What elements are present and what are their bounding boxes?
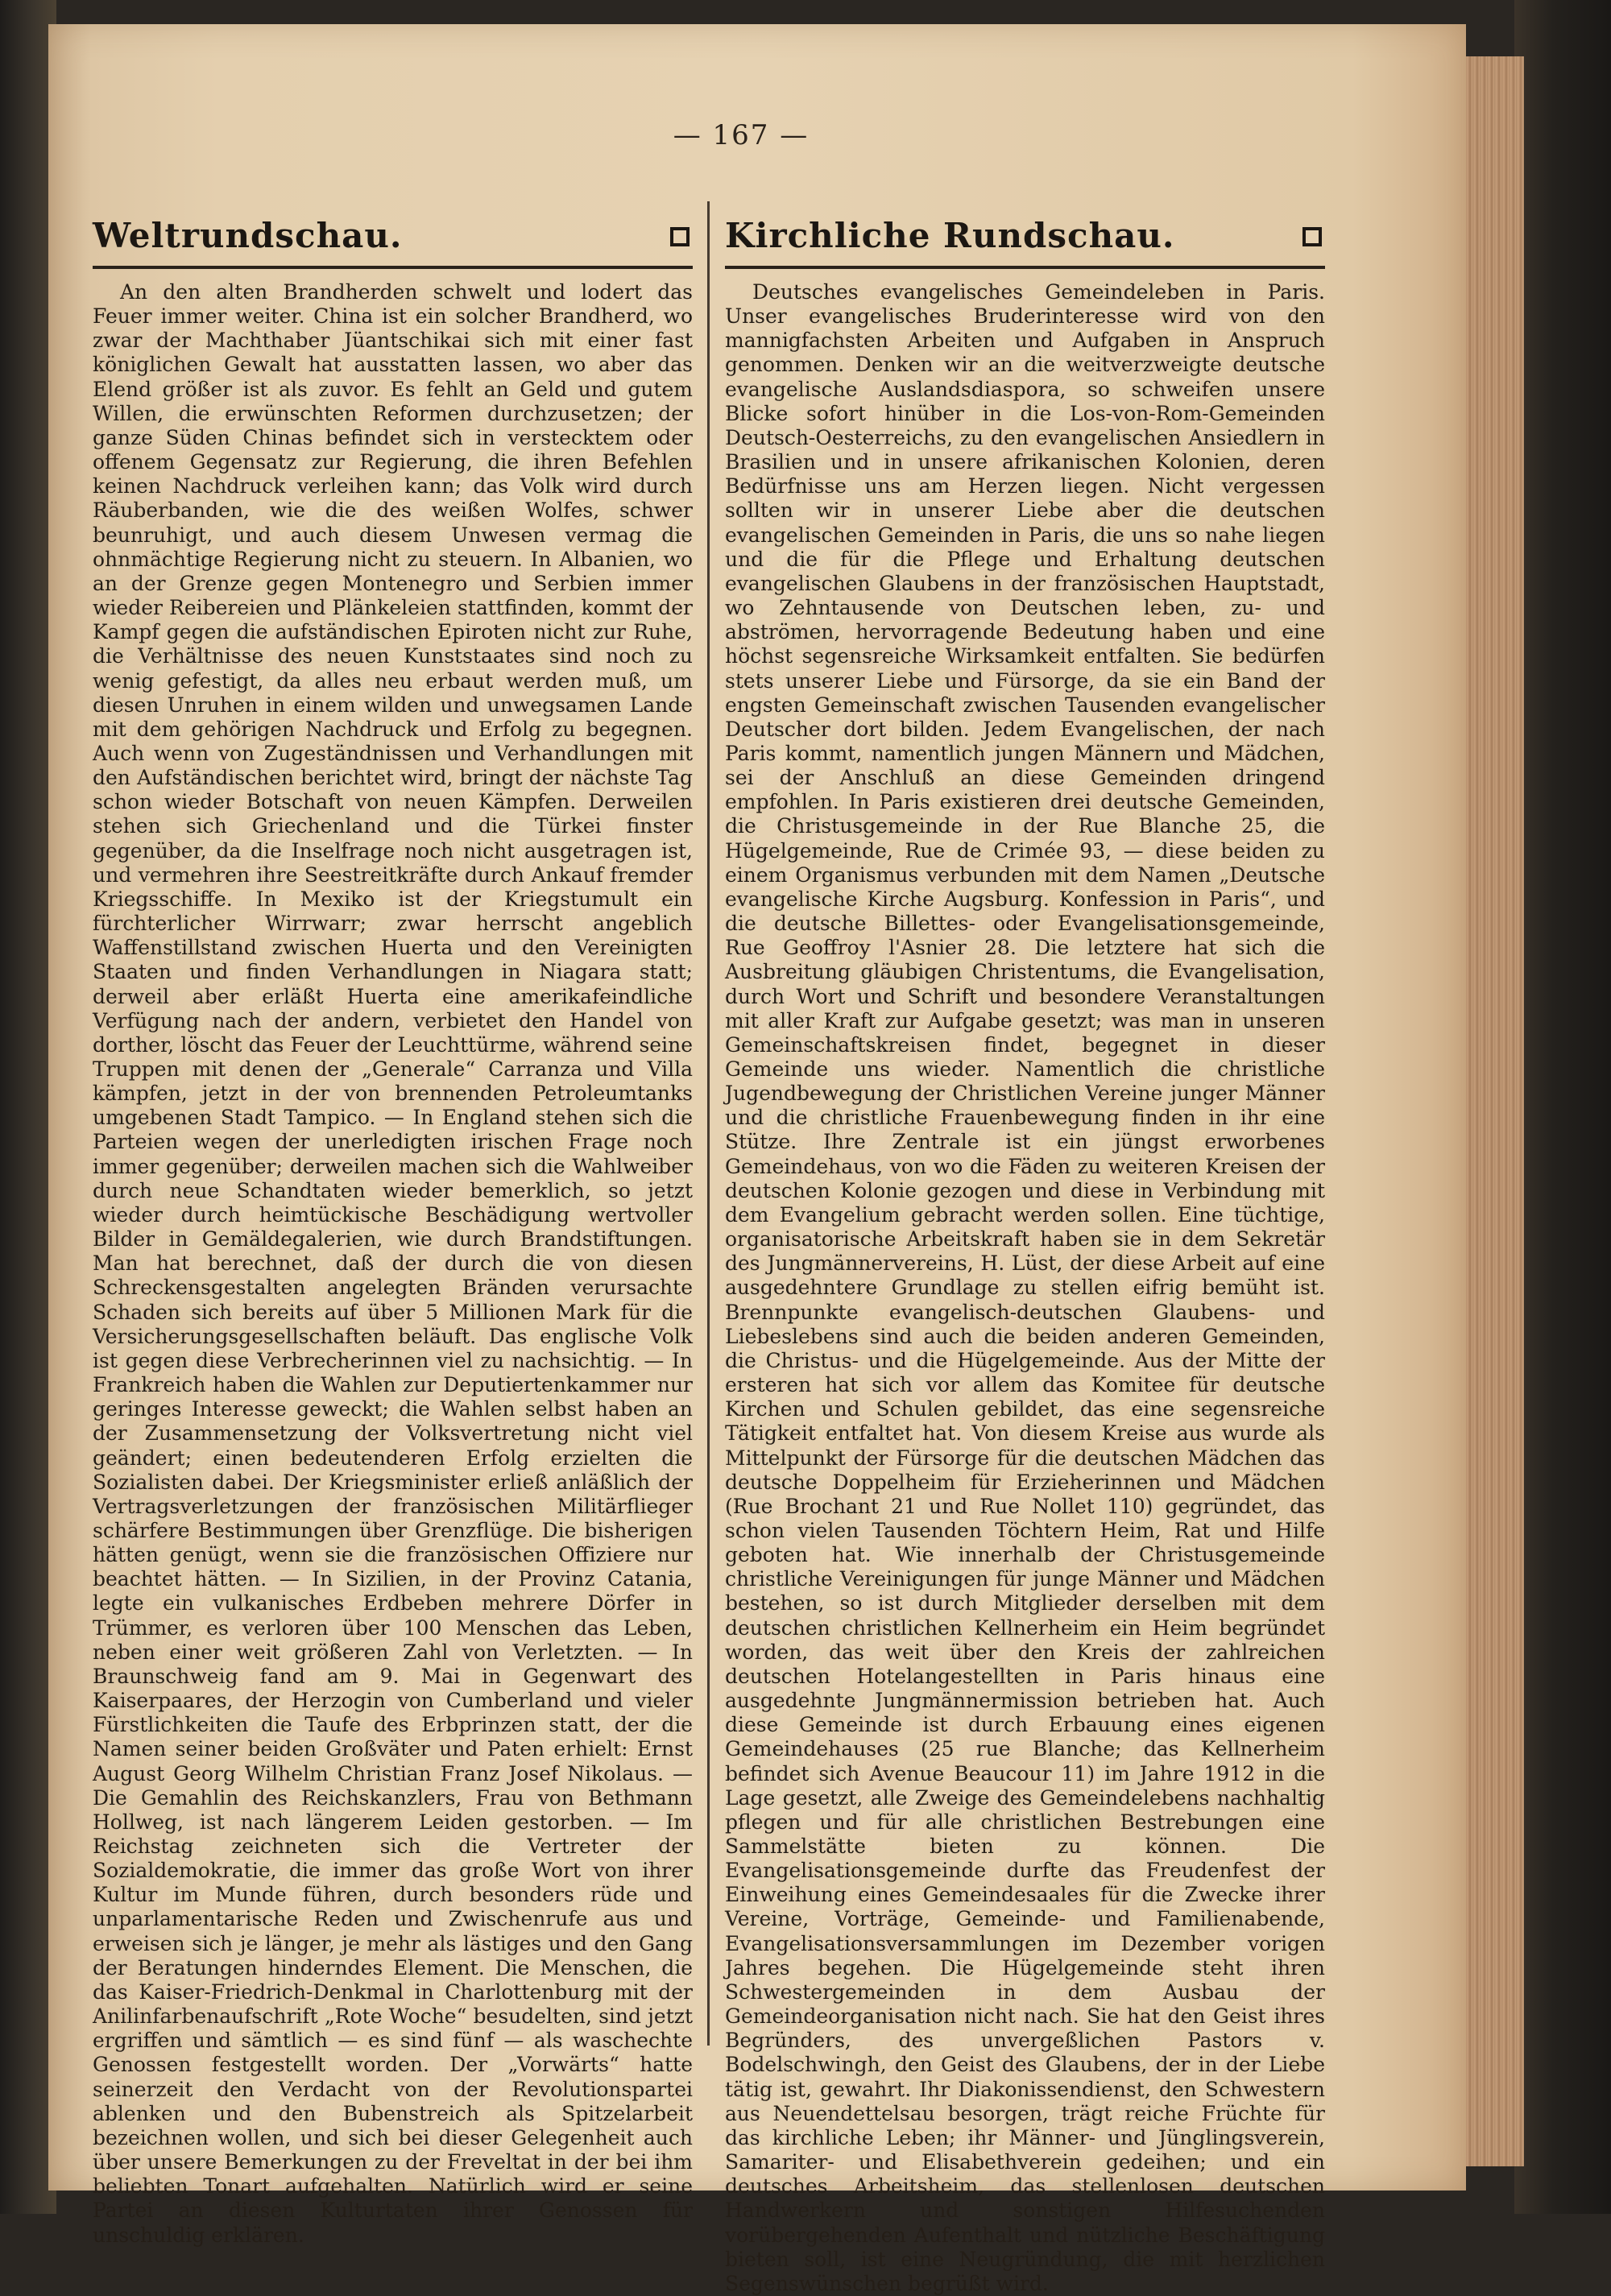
left-heading-row xyxy=(93,211,693,261)
right-heading: Kirchliche Rundschau. xyxy=(725,216,1175,255)
right-column xyxy=(725,211,1325,2295)
square-mark-icon xyxy=(670,227,690,246)
right-article-text xyxy=(725,280,1325,2295)
right-paragraph: Deutsches evangelisches Gemeindeleben in Paris. Unser evangelisches Bruderinteresse wird von den mannigfachsten Arbeiten und Aufgaben in Anspruch genommen. Denken wir an die weitverzweigte deutsche evangelische Auslandsdiaspora, so schweifen unsere Blicke sofort hinüber in die Los-von-Rom-Gemeinden Deutsch-Oesterreichs, zu den evangelischen Ansiedlern in Brasilien und in unsere afrikanischen Kolonien, deren Bedürfnisse uns am Herzen liegen. Nicht vergessen sollten wir in unserer Liebe aber die deutschen evangelischen Gemeinden in Paris, die uns so nahe liegen und die für die Pflege und Erhaltung deutschen evangelischen Glaubens in der französischen Hauptstadt, wo Zehntausende von Deutschen leben, zu- und abströmen, hervorragende Bedeutung haben und eine höchst segensreiche Wirksamkeit entfalten. Sie bedürfen stets unserer Liebe und Fürsorge, da sie ein Band der engsten Gemeinschaft zwischen Tausenden evangelischer Deutscher dort bilden. Jedem Evangelischen, der nach Paris kommt, namentlich jungen Männern und Mädchen, sei der Anschluß an diese Gemeinden dringend empfohlen. In Paris existieren drei deutsche Gemeinden, die Christusgemeinde in der Rue Blanche 25, die Hügelgemeinde, Rue de Crimée 93, — diese beiden zu einem Organismus verbunden mit dem Namen „Deutsche evangelische Kirche Augsburg. Konfession in Paris“, und die deutsche Billettes- oder Evangelisationsgemeinde, Rue Geoffroy l'Asnier 28. Die letztere hat sich die Ausbreitung gläubigen Christentums, die Evangelisation, durch Wort und Schrift und besondere Veranstaltungen mit aller Kraft zur Aufgabe gesetzt; was man in unseren Gemeinschaftskreisen findet, begegnet in dieser Gemeinde uns wieder. Namentlich die christliche Jugendbewegung der Christlichen Vereine junger Männer und die christliche Frauenbewegung finden in ihr eine Stütze. Ihre Zentrale ist ein jüngst erworbenes Gemeindehaus, von wo die Fäden zu weiteren Kreisen der deutschen Kolonie gezogen und diese in Verbindung mit dem Evangelium gebracht werden sollen. Eine tüchtige, organisatorische Arbeitskraft haben sie in dem Sekretär des Jungmännervereins, H. Lüst, der diese Arbeit auf eine ausgedehntere Grundlage zu stellen eifrig bemüht ist. Brennpunkte evangelisch-deutschen Glaubens- und Liebeslebens sind auch die beiden anderen Gemeinden, die Christus- und die Hügelgemeinde. Aus der Mitte der ersteren hat sich vor allem das Komitee für deutsche Kirchen und Schulen gebildet, das eine segensreiche Tätigkeit entfaltet hat. Von diesem Kreise aus wurde als Mittelpunkt der Fürsorge für die deutschen Mädchen das deutsche Doppelheim für Erzieherinnen und Mädchen (Rue Brochant 21 und Rue Nollet 110) gegründet, das schon vielen Tausenden Töchtern Heim, Rat und Hilfe geboten hat. Wie innerhalb der Christusgemeinde christliche Vereinigungen für junge Männer und Mädchen bestehen, so ist durch Mitglieder derselben mit dem deutschen christlichen Kellnerheim ein Heim begründet worden, das weit über den Kreis der zahlreichen deutschen Hotelangestellten in Paris hinaus eine ausgedehnte Jungmännermission betrieben hat. Auch diese Gemeinde ist durch Erbauung eines eigenen Gemeindehauses (25 rue Blanche; das Kellnerheim befindet sich Avenue Beaucour 11) im Jahre 1912 in die Lage gesetzt, alle Zweige des Gemeindelebens nachhaltig pflegen und für alle christlichen Bestrebungen eine Sammelstätte bieten zu können. Die Evangelisationsgemeinde durfte das Freudenfest der Einweihung eines Gemeindesaales für die Zwecke ihrer Vereine, Vorträge, Gemeinde- und Familienabende, Evangelisationsversammlungen im Dezember vorigen Jahres begehen. Die Hügelgemeinde steht ihren Schwestergemeinden in dem Ausbau der Gemeindeorganisation nicht nach. Sie hat den Geist ihres Begründers, des unvergeßlichen Pastors v. Bodelschwingh, den Geist des Glaubens, der in der Liebe tätig ist, gewahrt. Ihr Diakonissendienst, den Schwestern aus Neuendettelsau besorgen, trägt reiche Früchte für das kirchliche Leben; ihr Männer- und Jünglingsverein, Samariter- und Elisabethverein gedeihen; und ein deutsches Arbeitsheim, das stellenlosen deutschen Handwerkern und sonstigen Hilfesuchenden vorübergehenden Aufenthalt und nützliche Beschäftigung bieten soll, ist eine Neugründung, die mit herzlichen Segenswünschen begrüßt wird. xyxy=(725,280,1325,2295)
page-number: — 167 — xyxy=(673,119,810,151)
left-heading-rule xyxy=(93,266,693,269)
right-heading-row xyxy=(725,211,1325,261)
right-heading-rule xyxy=(725,266,1325,269)
square-mark-icon xyxy=(1302,227,1322,246)
left-heading: Weltrundschau. xyxy=(93,216,403,255)
book-cover-right xyxy=(1514,0,1611,2214)
left-article-text xyxy=(93,280,693,2247)
column-divider xyxy=(707,201,710,2046)
left-paragraph: An den alten Brandherden schwelt und lodert das Feuer immer weiter. China ist ein solcher Brandherd, wo zwar der Machthaber Jüantschikai sich mit einer fast königlichen Gewalt hat ausstatten lassen, wo aber das Elend größer ist als zuvor. Es fehlt an Geld und gutem Willen, die erwünschten Reformen durchzusetzen; der ganze Süden Chinas befindet sich in verstecktem oder offenem Gegensatz zur Regierung, die ihren Befehlen keinen Nachdruck verleihen kann; das Volk wird durch Räuberbanden, wie die des weißen Wolfes, schwer beunruhigt, und auch diesem Unwesen vermag die ohnmächtige Regierung nicht zu steuern. In Albanien, wo an der Grenze gegen Montenegro und Serbien immer wieder Reibereien und Plänkeleien stattfinden, kommt der Kampf gegen die aufständischen Epiroten nicht zur Ruhe, die Verhältnisse des neuen Kunststaates sind noch zu wenig gefestigt, da alles neu erbaut werden muß, um diesen Unruhen in einem wilden und unwegsamen Lande mit dem gehörigen Nachdruck und Erfolg zu begegnen. Auch wenn von Zugeständnissen und Verhandlungen mit den Aufständischen berichtet wird, bringt der nächste Tag schon wieder Botschaft von neuen Kämpfen. Derweilen stehen sich Griechenland und die Türkei finster gegenüber, da die Inselfrage noch nicht ausgetragen ist, und vermehren ihre Seestreitkräfte durch Ankauf fremder Kriegsschiffe. In Mexiko ist der Kriegstumult ein fürchterlicher Wirrwarr; zwar herrscht angeblich Waffenstillstand zwischen Huerta und den Vereinigten Staaten und finden Verhandlungen in Niagara statt; derweil aber erläßt Huerta eine amerikafeindliche Verfügung nach der andern, verbietet den Handel von dorther, löscht das Feuer der Leuchttürme, während seine Truppen mit denen der „Generale“ Carranza und Villa kämpfen, jetzt in der von brennenden Petroleumtanks umgebenen Stadt Tampico. — In England stehen sich die Parteien wegen der unerledigten irischen Frage noch immer gegenüber; derweilen machen sich die Wahlweiber durch neue Schandtaten wieder bemerklich, so jetzt wieder durch heimtückische Beschädigung wertvoller Bilder in Gemäldegalerien, wie durch Brandstiftungen. Man hat berechnet, daß der durch die von diesen Schreckensgestalten angelegten Bränden verursachte Schaden sich bereits auf über 5 Millionen Mark für die Versicherungsgesellschaften beläuft. Das englische Volk ist gegen diese Verbrecherinnen viel zu nachsichtig. — In Frankreich haben die Wahlen zur Deputiertenkammer nur geringes Interesse geweckt; die Wahlen selbst haben an der Zusammensetzung der Volksvertretung nicht viel geändert; einen bedeutenderen Erfolg erzielten die Sozialisten dabei. Der Kriegsminister erließ anläßlich der Vertragsverletzungen der französischen Militärflieger schärfere Bestimmungen über Grenzflüge. Die bisherigen hätten genügt, wenn sie die französischen Offiziere nur beachtet hätten. — In Sizilien, in der Provinz Catania, legte ein vulkanisches Erdbeben mehrere Dörfer in Trümmer, es verloren über 100 Menschen das Leben, neben einer weit größeren Zahl von Verletzten. — In Braunschweig fand am 9. Mai in Gegenwart des Kaiserpaares, der Herzogin von Cumberland und vieler Fürstlichkeiten die Taufe des Erbprinzen statt, der die Namen seiner beiden Großväter und Paten erhielt: Ernst August Georg Wilhelm Christian Franz Josef Nikolaus. — Die Gemahlin des Reichskanzlers, Frau von Bethmann Hollweg, ist nach längerem Leiden gestorben. — Im Reichstag zeichneten sich die Vertreter der Sozialdemokratie, die immer das große Wort von ihrer Kultur im Munde führen, durch besonders rüde und unparlamentarische Reden und Zwischenrufe aus und erweisen sich je länger, je mehr als lästiges und den Gang der Beratungen hinderndes Element. Die Menschen, die das Kaiser-Friedrich-Denkmal in Charlottenburg mit der Anilinfarbenaufschrift „Rote Woche“ besudelten, sind jetzt ergriffen und sämtlich — es sind fünf — als waschechte Genossen festgestellt worden. Der „Vorwärts“ hatte seinerzeit den Verdacht von der Revolutionspartei ablenken und den Bubenstreich als Spitzelarbeit bezeichnen wollen, und sich bei dieser Gelegenheit auch über unsere Bemerkungen zu der Freveltat in der bei ihm beliebten Tonart aufgehalten. Natürlich wird er seine Partei an diesen Kulturtaten ihrer Genossen für unschuldig erklären. xyxy=(93,280,693,2247)
page-edges xyxy=(1458,56,1524,2166)
book-page xyxy=(48,24,1466,2295)
left-column xyxy=(93,211,693,2247)
